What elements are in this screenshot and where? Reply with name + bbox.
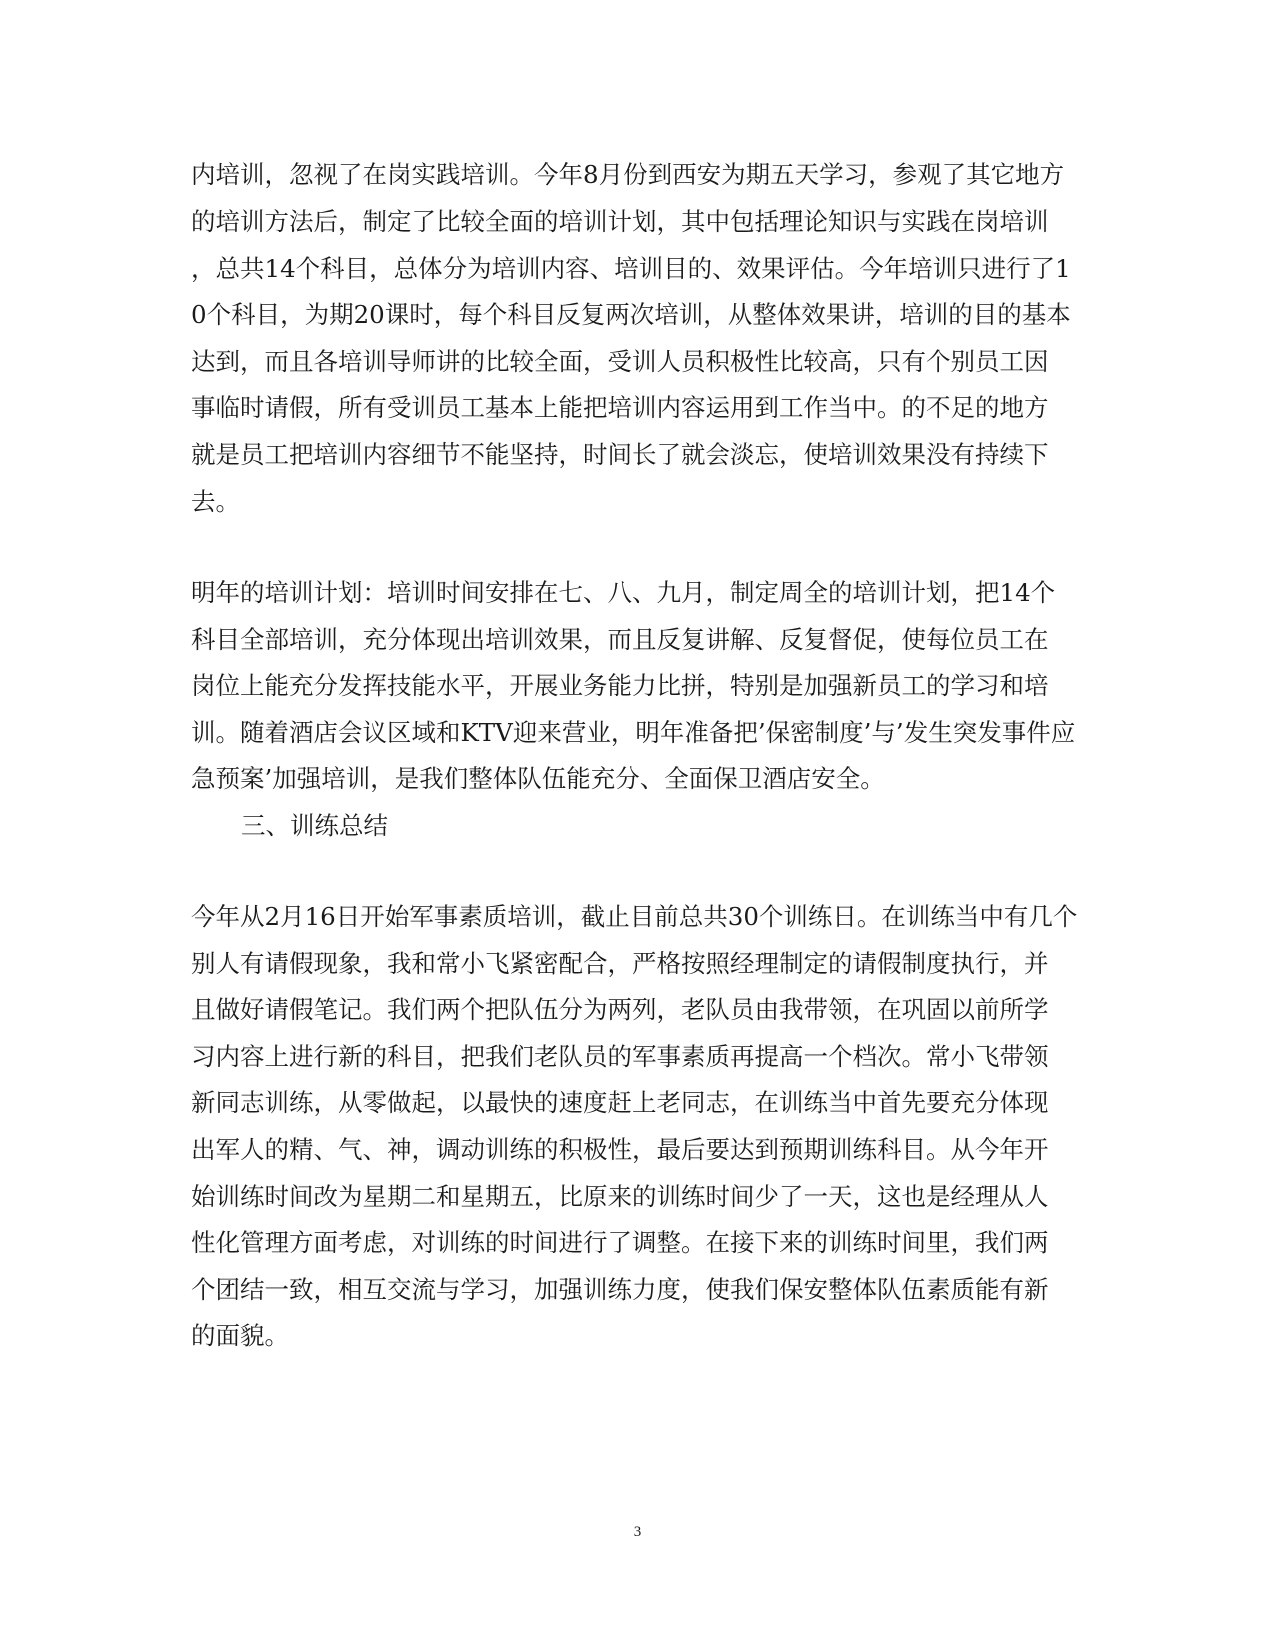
text-line: 性化管理方面考虑，对训练的时间进行了调整。在接下来的训练时间里，我们两 — [191, 1228, 1049, 1257]
text-line: 今年从2月16日开始军事素质培训，截止目前总共30个训练日。在训练当中有几个 — [191, 902, 1078, 931]
text-line: 新同志训练，从零做起，以最快的速度赶上老同志，在训练当中首先要充分体现 — [191, 1088, 1049, 1117]
text-line: 明年的培训计划：培训时间安排在七、八、九月，制定周全的培训计划，把14个 — [191, 578, 1056, 607]
text-line: ，总共14个科目，总体分为培训内容、培训目的、效果评估。今年培训只进行了1 — [191, 254, 1071, 283]
text-line: 就是员工把培训内容细节不能坚持，时间长了就会淡忘，使培训效果没有持续下 — [191, 440, 1049, 469]
text-line: 习内容上进行新的科目，把我们老队员的军事素质再提高一个档次。常小飞带领 — [191, 1042, 1049, 1071]
text-line: 达到，而且各培训导师讲的比较全面，受训人员积极性比较高，只有个别员工因 — [191, 347, 1049, 376]
text-line: 的面貌。 — [191, 1321, 289, 1350]
text-line: 个团结一致，相互交流与学习，加强训练力度，使我们保安整体队伍素质能有新 — [191, 1275, 1049, 1304]
text-line: 且做好请假笔记。我们两个把队伍分为两列，老队员由我带领，在巩固以前所学 — [191, 995, 1049, 1024]
text-line: 去。 — [191, 487, 240, 516]
text-line: 的培训方法后，制定了比较全面的培训计划，其中包括理论知识与实践在岗培训 — [191, 207, 1049, 236]
page-number: 3 — [633, 1524, 642, 1540]
text-line: 科目全部培训，充分体现出培训效果，而且反复讲解、反复督促，使每位员工在 — [191, 625, 1049, 654]
text-line: 训。随着酒店会议区域和KTV迎来营业，明年准备把’保密制度’与’发生突发事件应 — [191, 718, 1076, 747]
text-line: 内培训，忽视了在岗实践培训。今年8月份到西安为期五天学习，参观了其它地方 — [191, 160, 1065, 189]
text-line: 岗位上能充分发挥技能水平，开展业务能力比拼，特别是加强新员工的学习和培 — [191, 671, 1049, 700]
text-line: 急预案’加强培训，是我们整体队伍能充分、全面保卫酒店安全。 — [191, 764, 885, 793]
section-heading: 三、训练总结 — [241, 811, 388, 840]
text-line: 0个科目，为期20课时，每个科目反复两次培训，从整体效果讲，培训的目的基本 — [191, 300, 1071, 329]
text-line: 事临时请假，所有受训员工基本上能把培训内容运用到工作当中。的不足的地方 — [191, 393, 1049, 422]
text-line: 始训练时间改为星期二和星期五，比原来的训练时间少了一天，这也是经理从人 — [191, 1182, 1049, 1211]
text-line: 出军人的精、气、神，调动训练的积极性，最后要达到预期训练科目。从今年开 — [191, 1135, 1049, 1164]
text-line: 别人有请假现象，我和常小飞紧密配合，严格按照经理制定的请假制度执行，并 — [191, 949, 1049, 978]
